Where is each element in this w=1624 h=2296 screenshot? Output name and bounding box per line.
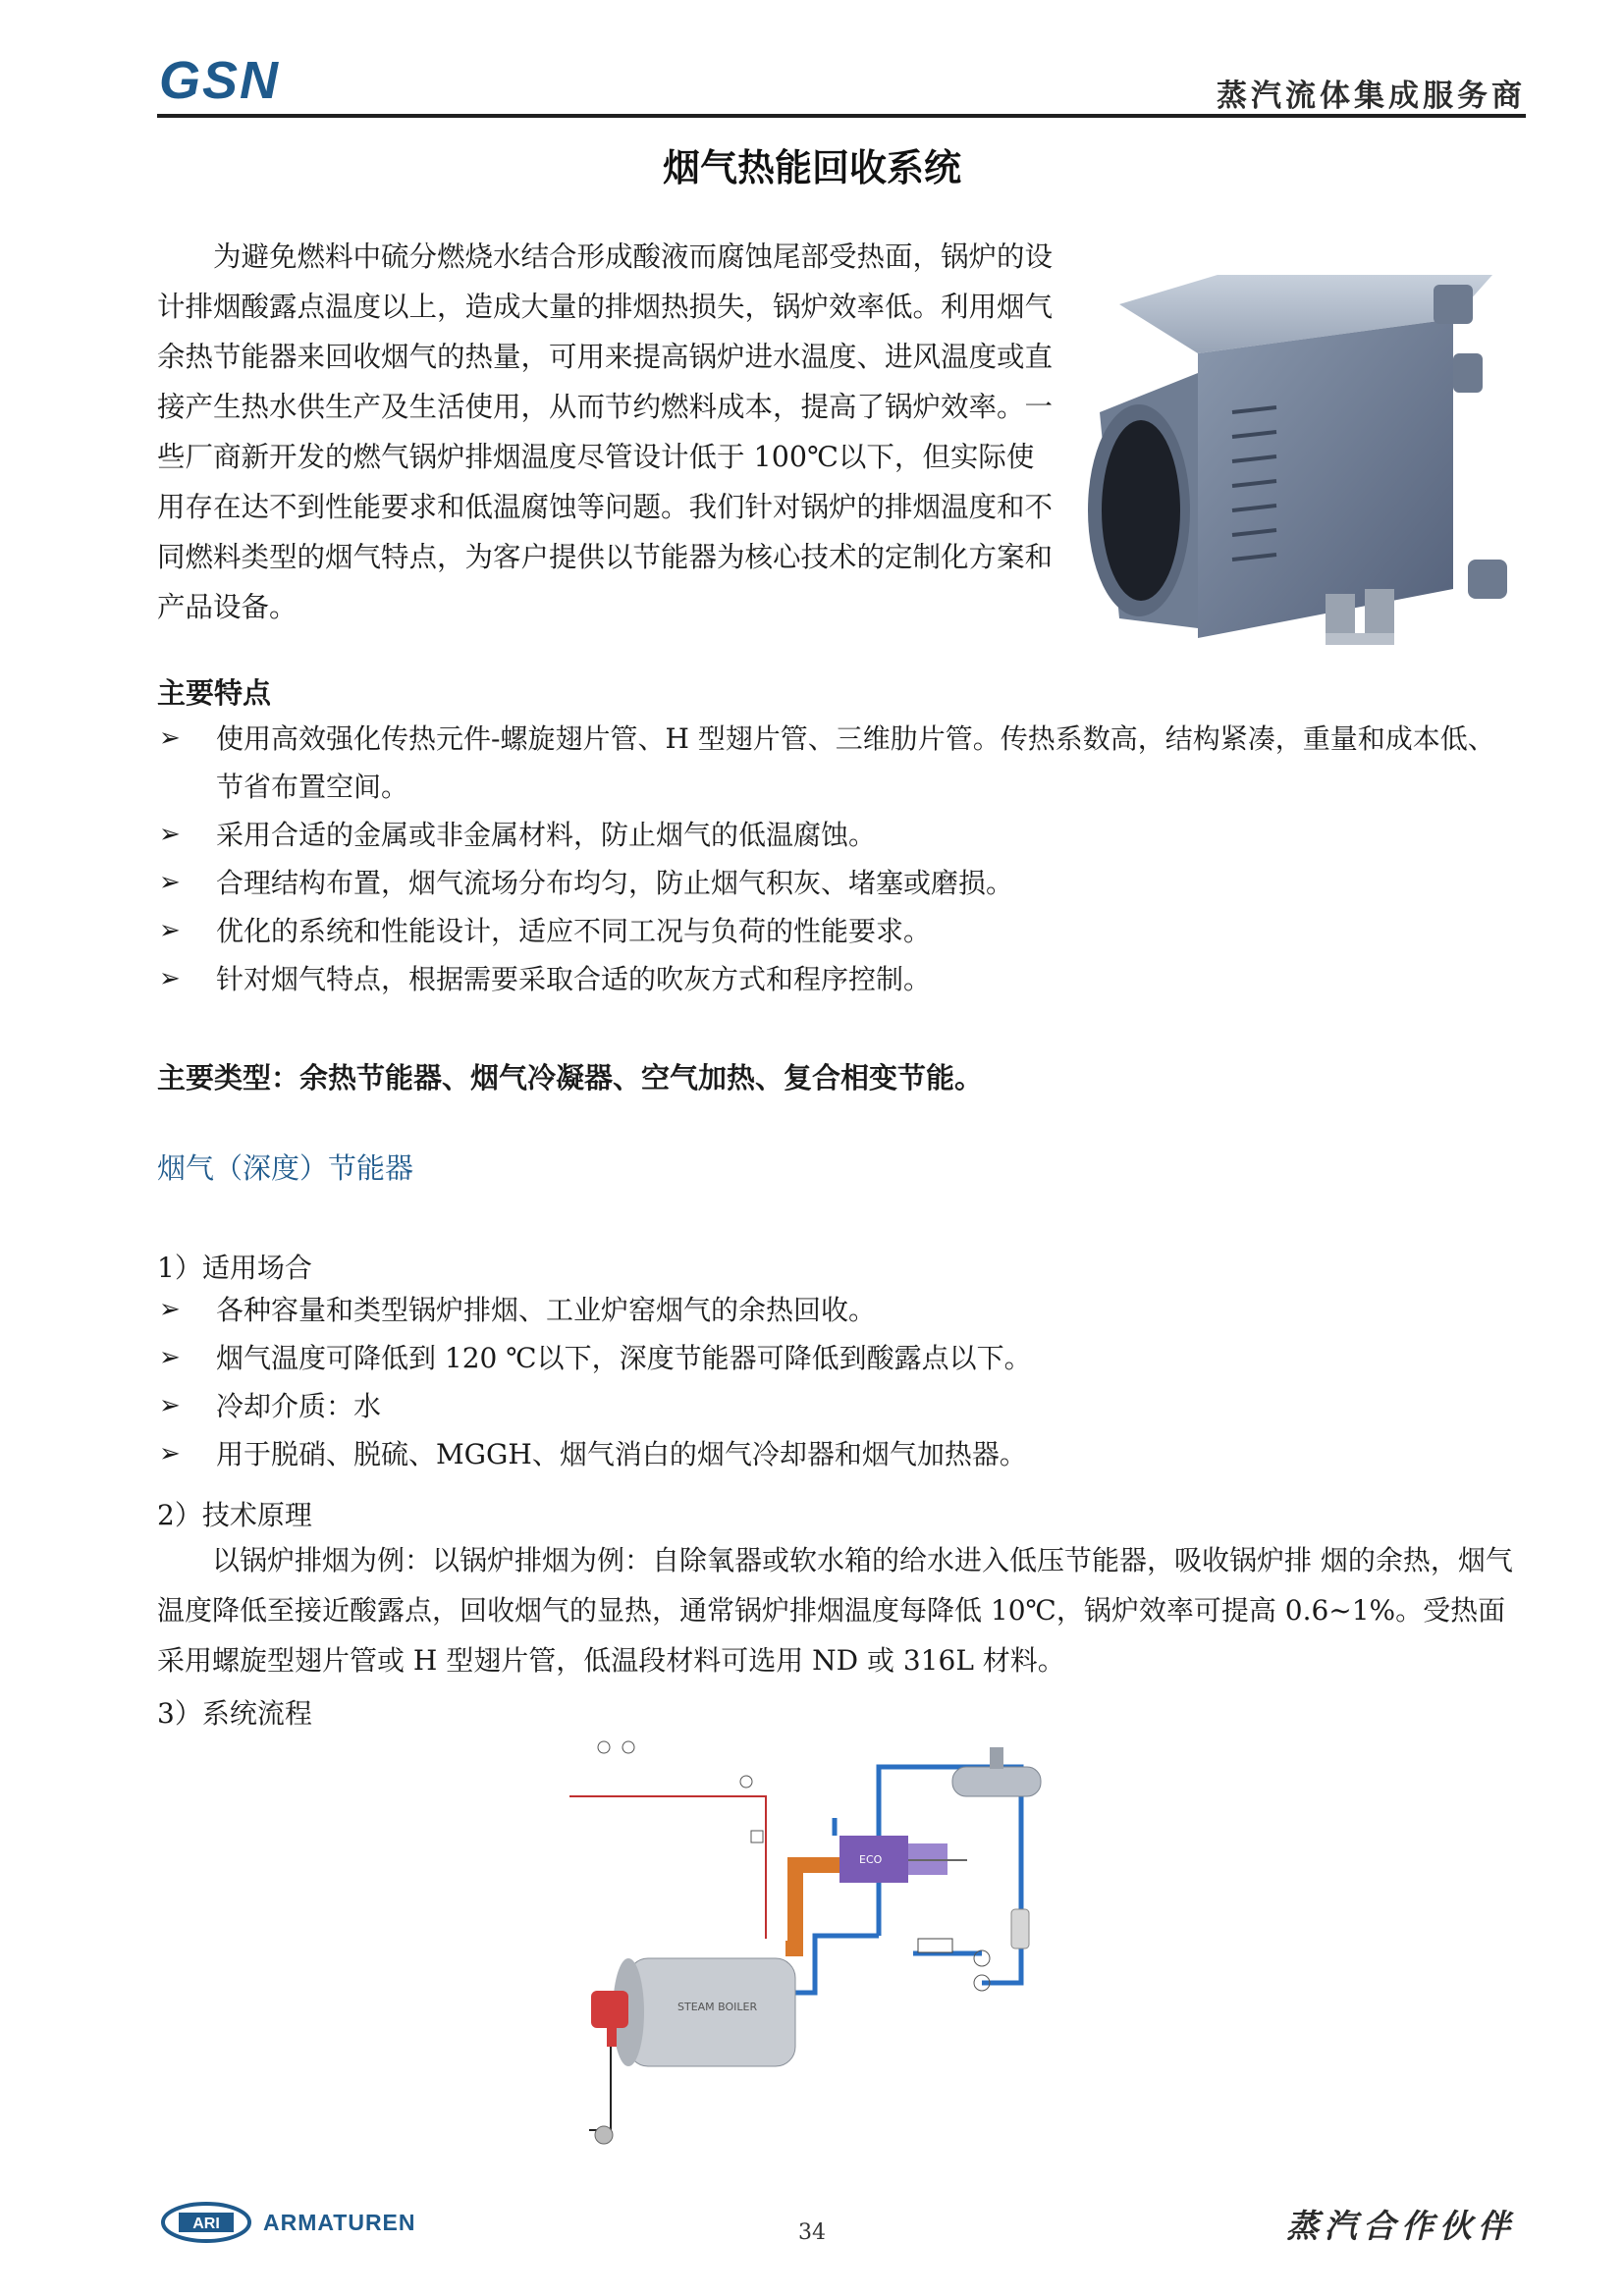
bullet-arrow-icon: ➢ <box>159 1343 181 1372</box>
applications-label: 1）适用场合 <box>157 1252 312 1284</box>
applications-list <box>157 1286 1522 1478</box>
economizer-product-photo <box>1080 265 1542 677</box>
list-item: ➢ 冷却介质：水 <box>157 1382 1522 1430</box>
bullet-arrow-icon: ➢ <box>159 868 181 897</box>
gsn-logo <box>157 49 295 108</box>
features-list <box>157 715 1522 1003</box>
footer-slogan: 蒸汽合作伙伴 <box>1286 2207 1516 2245</box>
gsn-logo-text: GSN <box>159 51 281 108</box>
principle-paragraph: 以锅炉排烟为例：以锅炉排烟为例：自除氧器或软水箱的给水进入低压节能器，吸收锅炉排 烟的余热，烟气温度降低至接近酸露点，回收烟气的显热，通常锅炉排烟温度每降低 10℃，锅炉效率可提高 0.6~1%。受热面采用螺旋型翅片管或 H 型翅片管，低温段材料可选用 ND 或 316L 材料。 <box>157 1544 1513 1677</box>
economizer-subsection-heading: 烟气（深度）节能器 <box>157 1151 414 1185</box>
bullet-arrow-icon: ➢ <box>159 1295 181 1324</box>
intro-paragraph: 为避免燃料中硫分燃烧水结合形成酸液而腐蚀尾部受热面，锅炉的设计排烟酸露点温度以上，造成大量的排烟热损失，锅炉效率低。利用烟气余热节能器来回收烟气的热量，可用来提高锅炉进水温度、进风温度或直接产生热水供生产及生活使用，从而节约燃料成本，提高了锅炉效率。一些厂商新开发的燃气锅炉排烟温度尽管设计低于 100℃以下，但实际使用存在达不到性能要求和低温腐蚀等问题。我们针对锅炉的排烟温度和不同燃料类型的烟气特点，为客户提供以节能器为核心技术的定制化方案和产品设备。 <box>157 240 1054 623</box>
list-item: ➢ 各种容量和类型锅炉排烟、工业炉窑烟气的余热回收。 <box>157 1286 1522 1334</box>
flow-label: 3）系统流程 <box>157 1697 312 1730</box>
bullet-arrow-icon: ➢ <box>159 964 181 993</box>
svg-text:ECO: ECO <box>859 1853 883 1866</box>
bullet-arrow-icon: ➢ <box>159 916 181 945</box>
header-slogan: 蒸汽流体集成服务商 <box>1217 79 1526 114</box>
bullet-arrow-icon: ➢ <box>159 723 181 753</box>
list-item: ➢ 用于脱硝、脱硫、MGGH、烟气消白的烟气冷却器和烟气加热器。 <box>157 1430 1522 1478</box>
list-item: ➢ 优化的系统和性能设计，适应不同工况与负荷的性能要求。 <box>157 907 1522 955</box>
page-number: 34 <box>798 2220 826 2245</box>
boiler-label: STEAM BOILER <box>677 2001 758 2013</box>
header-divider <box>157 114 1526 118</box>
features-heading: 主要特点 <box>157 676 272 710</box>
types-line: 主要类型：余热节能器、烟气冷凝器、空气加热、复合相变节能。 <box>157 1061 984 1095</box>
armaturen-text: ARMATUREN <box>263 2210 416 2235</box>
bullet-arrow-icon: ➢ <box>159 820 181 849</box>
list-item: ➢ 烟气温度可降低到 120 ℃以下，深度节能器可降低到酸露点以下。 <box>157 1334 1522 1382</box>
ari-logo-text: ARI <box>192 2216 220 2232</box>
list-item: ➢ 使用高效强化传热元件-螺旋翅片管、H 型翅片管、三维肋片管。传热系数高，结构紧凑，重量和成本低、节省布置空间。 <box>157 715 1522 811</box>
principle-label: 2）技术原理 <box>157 1499 312 1531</box>
list-item: ➢ 合理结构布置，烟气流场分布均匀，防止烟气积灰、堵塞或磨损。 <box>157 859 1522 907</box>
list-item: ➢ 针对烟气特点，根据需要采取合适的吹灰方式和程序控制。 <box>157 955 1522 1003</box>
page-title: 烟气热能回收系统 <box>662 145 961 189</box>
bullet-arrow-icon: ➢ <box>159 1439 181 1468</box>
list-item: ➢ 采用合适的金属或非金属材料，防止烟气的低温腐蚀。 <box>157 811 1522 859</box>
system-flow-diagram <box>520 1728 1110 2169</box>
bullet-arrow-icon: ➢ <box>159 1391 181 1420</box>
